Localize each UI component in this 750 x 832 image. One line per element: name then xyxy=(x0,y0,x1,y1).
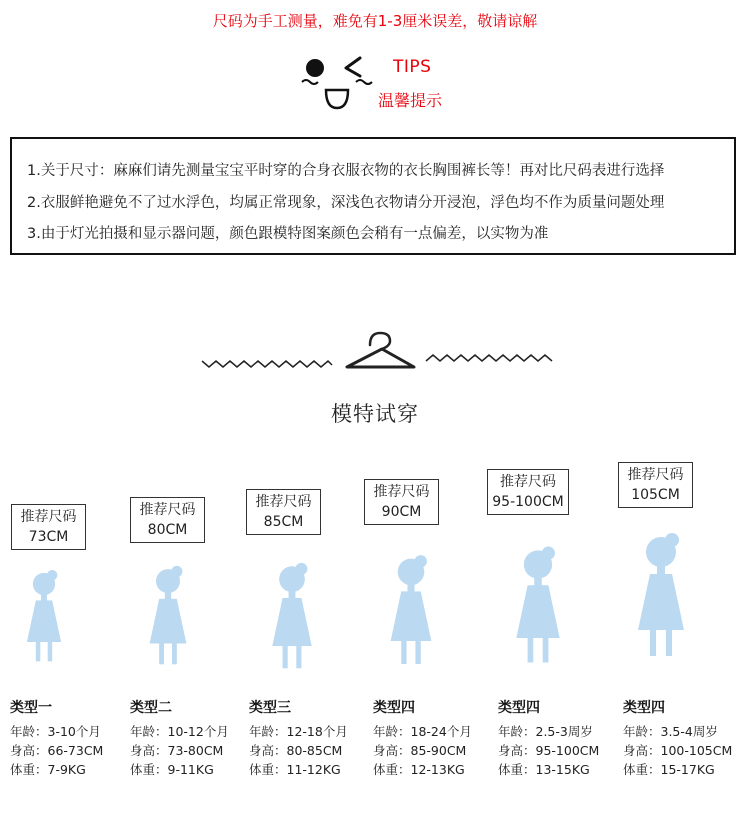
section-title: 模特试穿 xyxy=(331,402,419,426)
recommended-size-label: 推荐尺码 xyxy=(500,474,556,490)
model-type-label: 类型二 xyxy=(130,700,172,716)
tips-title: 温馨提示 xyxy=(378,91,443,110)
notice-box xyxy=(10,137,736,255)
recommended-size-value: 85CM xyxy=(263,514,304,530)
model-age: 年龄：18-24个月 xyxy=(373,724,472,739)
recommended-size-label: 推荐尺码 xyxy=(255,494,312,510)
hanger-icon xyxy=(200,325,556,375)
emoticon-face-icon xyxy=(298,52,378,112)
recommended-size-box xyxy=(130,497,205,543)
recommended-size-label: 推荐尺码 xyxy=(139,502,196,518)
model-specs xyxy=(498,722,599,779)
recommended-size-value: 73CM xyxy=(28,529,69,545)
model-specs xyxy=(10,722,103,779)
model-weight: 体重：15-17KG xyxy=(623,762,715,777)
child-figure-icon xyxy=(140,553,196,678)
model-age: 年龄：12-18个月 xyxy=(249,724,348,739)
model-type-label: 类型三 xyxy=(249,700,291,716)
recommended-size-box xyxy=(11,504,86,550)
recommended-size-value: 80CM xyxy=(147,522,188,538)
model-height: 身高：73-80CM xyxy=(130,743,224,758)
model-weight: 体重：11-12KG xyxy=(249,762,341,777)
model-specs xyxy=(130,722,229,779)
model-type-label: 类型四 xyxy=(373,700,415,716)
recommended-size-box xyxy=(618,462,693,508)
notice-line-1: 1.关于尺寸：麻麻们请先测量宝宝平时穿的合身衣服衣物的衣长胸围裤长等！再对比尺码表进行选择 xyxy=(27,163,665,179)
model-type-label: 类型一 xyxy=(10,700,52,716)
notice-line-3: 3.由于灯光拍摄和显示器问题，颜色跟模特图案颜色会稍有一点偏差，以实物为准 xyxy=(27,226,549,242)
model-weight: 体重：7-9KG xyxy=(10,762,86,777)
model-weight: 体重：9-11KG xyxy=(130,762,214,777)
recommended-size-value: 95-100CM xyxy=(492,494,564,510)
model-specs xyxy=(249,722,348,779)
model-weight: 体重：13-15KG xyxy=(498,762,590,777)
model-height: 身高：66-73CM xyxy=(10,743,104,758)
model-specs xyxy=(623,722,732,779)
notice-line-2: 2.衣服鲜艳避免不了过水浮色，均属正常现象，深浅色衣物请分开浸泡，浮色均不作为质量问题处理 xyxy=(27,195,665,211)
model-weight: 体重：12-13KG xyxy=(373,762,465,777)
child-figure-icon xyxy=(505,530,571,680)
recommended-size-box xyxy=(246,489,321,535)
model-height: 身高：80-85CM xyxy=(249,743,343,758)
recommended-size-label: 推荐尺码 xyxy=(373,484,430,500)
recommended-size-label: 推荐尺码 xyxy=(627,467,684,483)
tips-label: TIPS xyxy=(393,57,432,77)
child-figure-icon xyxy=(18,566,70,666)
model-height: 身高：85-90CM xyxy=(373,743,467,758)
model-age: 年龄：2.5-3周岁 xyxy=(498,724,593,739)
model-age: 年龄：3.5-4周岁 xyxy=(623,724,718,739)
model-height: 身高：95-100CM xyxy=(498,743,600,758)
model-type-label: 类型四 xyxy=(498,700,540,716)
size-disclaimer: 尺码为手工测量，难免有1-3厘米误差，敬请谅解 xyxy=(212,12,538,30)
recommended-size-box xyxy=(364,479,439,525)
recommended-size-label: 推荐尺码 xyxy=(20,509,77,525)
recommended-size-value: 90CM xyxy=(381,504,422,520)
model-age: 年龄：10-12个月 xyxy=(130,724,229,739)
recommended-size-value: 105CM xyxy=(631,487,680,503)
model-type-label: 类型四 xyxy=(623,700,665,716)
model-age: 年龄：3-10个月 xyxy=(10,724,101,739)
recommended-size-box xyxy=(487,469,569,515)
model-height: 身高：100-105CM xyxy=(623,743,733,758)
model-specs xyxy=(373,722,472,779)
child-figure-icon xyxy=(262,550,322,682)
child-figure-icon xyxy=(626,515,696,675)
child-figure-icon xyxy=(380,540,442,680)
